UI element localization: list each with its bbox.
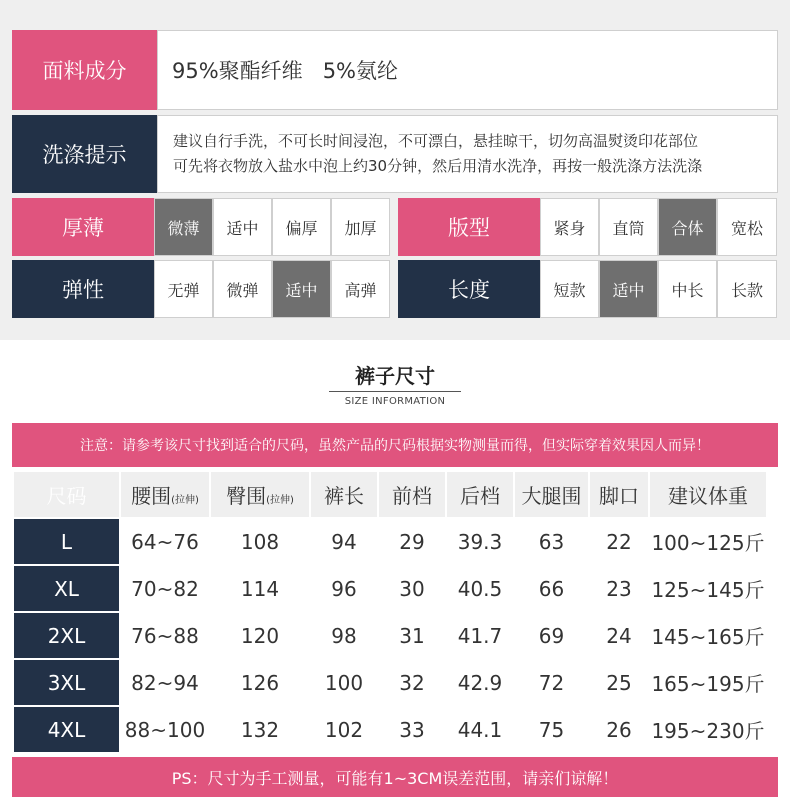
weight-cell: 145~165斤 (650, 613, 766, 658)
header-front-rise-label: 前档 (392, 484, 432, 508)
thickness-option-3: 偏厚 (272, 198, 331, 256)
header-weight-label: 建议体重 (668, 484, 748, 508)
header-length-label: 裤长 (324, 484, 364, 508)
length-row (398, 260, 777, 318)
front-rise-cell: 33 (379, 707, 445, 752)
header-hip-label: 臀围 (226, 484, 267, 508)
thigh-cell: 63 (515, 519, 588, 564)
length-cell: 102 (311, 707, 377, 752)
back-rise-cell: 42.9 (447, 660, 513, 705)
size-table-panel (12, 423, 778, 797)
back-rise-cell: 44.1 (447, 707, 513, 752)
header-thigh-label: 大腿围 (521, 484, 582, 508)
hem-cell: 23 (590, 566, 648, 611)
fabric-value-box (157, 30, 778, 110)
fabric-value: 95%聚酯纤维 5%氨纶 (172, 59, 399, 83)
thigh-cell: 69 (515, 613, 588, 658)
length-label: 长度 (398, 260, 540, 318)
length-cell: 100 (311, 660, 377, 705)
footer-banner (12, 757, 778, 797)
table-row (14, 707, 766, 752)
hem-cell: 26 (590, 707, 648, 752)
elasticity-option-2: 微弹 (213, 260, 272, 318)
fit-row (398, 198, 777, 256)
weight-cell: 100~125斤 (650, 519, 766, 564)
size-section-heading (0, 340, 790, 420)
wash-text-box (157, 115, 778, 193)
wash-label: 洗涤提示 (12, 115, 157, 193)
elasticity-option-4: 高弹 (331, 260, 390, 318)
header-thigh (515, 472, 588, 517)
fit-option-4: 宽松 (717, 198, 777, 256)
size-table-header-row (14, 472, 766, 517)
waist-cell: 70~82 (121, 566, 209, 611)
back-rise-cell: 40.5 (447, 566, 513, 611)
thickness-option-2: 适中 (213, 198, 272, 256)
thickness-option-1: 微薄 (154, 198, 213, 256)
weight-cell: 195~230斤 (650, 707, 766, 752)
length-option-4: 长款 (717, 260, 777, 318)
thickness-option-4: 加厚 (331, 198, 390, 256)
back-rise-cell: 39.3 (447, 519, 513, 564)
header-back-rise-label: 后档 (460, 484, 500, 508)
thickness-row (12, 198, 390, 256)
hem-cell: 22 (590, 519, 648, 564)
waist-cell: 76~88 (121, 613, 209, 658)
header-length (311, 472, 377, 517)
fabric-label: 面料成分 (12, 30, 157, 110)
fabric-row (12, 30, 778, 110)
size-section-subtitle: SIZE INFORMATION (344, 396, 446, 407)
title-divider (329, 391, 461, 392)
header-back-rise (447, 472, 513, 517)
weight-cell: 125~145斤 (650, 566, 766, 611)
header-front-rise (379, 472, 445, 517)
front-rise-cell: 32 (379, 660, 445, 705)
waist-cell: 82~94 (121, 660, 209, 705)
weight-cell: 165~195斤 (650, 660, 766, 705)
length-cell: 96 (311, 566, 377, 611)
header-waist-note: (拉伸) (171, 495, 199, 506)
elasticity-option-1: 无弹 (154, 260, 213, 318)
hem-cell: 25 (590, 660, 648, 705)
size-table (12, 470, 768, 754)
table-row (14, 660, 766, 705)
table-row (14, 613, 766, 658)
length-option-3: 中长 (658, 260, 717, 318)
hip-cell: 108 (211, 519, 309, 564)
fit-option-3: 合体 (658, 198, 717, 256)
header-waist-label: 腰围 (131, 484, 172, 508)
waist-cell: 88~100 (121, 707, 209, 752)
elasticity-row (12, 260, 390, 318)
header-waist (121, 472, 209, 517)
thigh-cell: 72 (515, 660, 588, 705)
header-hip-note: (拉伸) (266, 495, 294, 506)
size-cell: 3XL (14, 660, 119, 705)
size-cell: 4XL (14, 707, 119, 752)
thigh-cell: 66 (515, 566, 588, 611)
size-cell: L (14, 519, 119, 564)
length-option-1: 短款 (540, 260, 599, 318)
header-hem (590, 472, 648, 517)
fit-option-1: 紧身 (540, 198, 599, 256)
size-cell: XL (14, 566, 119, 611)
header-hip (211, 472, 309, 517)
hip-cell: 120 (211, 613, 309, 658)
notice-text: 注意：请参考该尺寸找到适合的尺码，虽然产品的尺码根据实物测量而得，但实际穿着效果因人而异！ (80, 438, 710, 454)
front-rise-cell: 30 (379, 566, 445, 611)
hip-cell: 114 (211, 566, 309, 611)
wash-line-1: 建议自行手洗，不可长时间浸泡，不可漂白，悬挂晾干，切勿高温熨烫印花部位 (173, 132, 699, 150)
header-hem-label: 脚口 (599, 484, 639, 508)
fit-option-2: 直筒 (599, 198, 658, 256)
wash-line-2: 可先将衣物放入盐水中泡上约30分钟，然后用清水洗净，再按一般洗涤方法洗涤 (173, 157, 703, 175)
footer-text: PS：尺寸为手工测量，可能有1~3CM误差范围，请亲们谅解！ (171, 768, 619, 788)
header-weight (650, 472, 766, 517)
size-section-title: 裤子尺寸 (355, 364, 435, 388)
hip-cell: 126 (211, 660, 309, 705)
length-cell: 94 (311, 519, 377, 564)
front-rise-cell: 31 (379, 613, 445, 658)
elasticity-option-3: 适中 (272, 260, 331, 318)
fit-label: 版型 (398, 198, 540, 256)
table-row (14, 519, 766, 564)
waist-cell: 64~76 (121, 519, 209, 564)
header-size (14, 472, 119, 517)
wash-row (12, 115, 778, 193)
thigh-cell: 75 (515, 707, 588, 752)
header-size-label: 尺码 (46, 484, 87, 508)
thickness-label: 厚薄 (12, 198, 154, 256)
elasticity-label: 弹性 (12, 260, 154, 318)
table-row (14, 566, 766, 611)
length-cell: 98 (311, 613, 377, 658)
hem-cell: 24 (590, 613, 648, 658)
product-info-panel (0, 0, 790, 340)
front-rise-cell: 29 (379, 519, 445, 564)
hip-cell: 132 (211, 707, 309, 752)
back-rise-cell: 41.7 (447, 613, 513, 658)
length-option-2: 适中 (599, 260, 658, 318)
notice-banner (12, 423, 778, 467)
size-cell: 2XL (14, 613, 119, 658)
